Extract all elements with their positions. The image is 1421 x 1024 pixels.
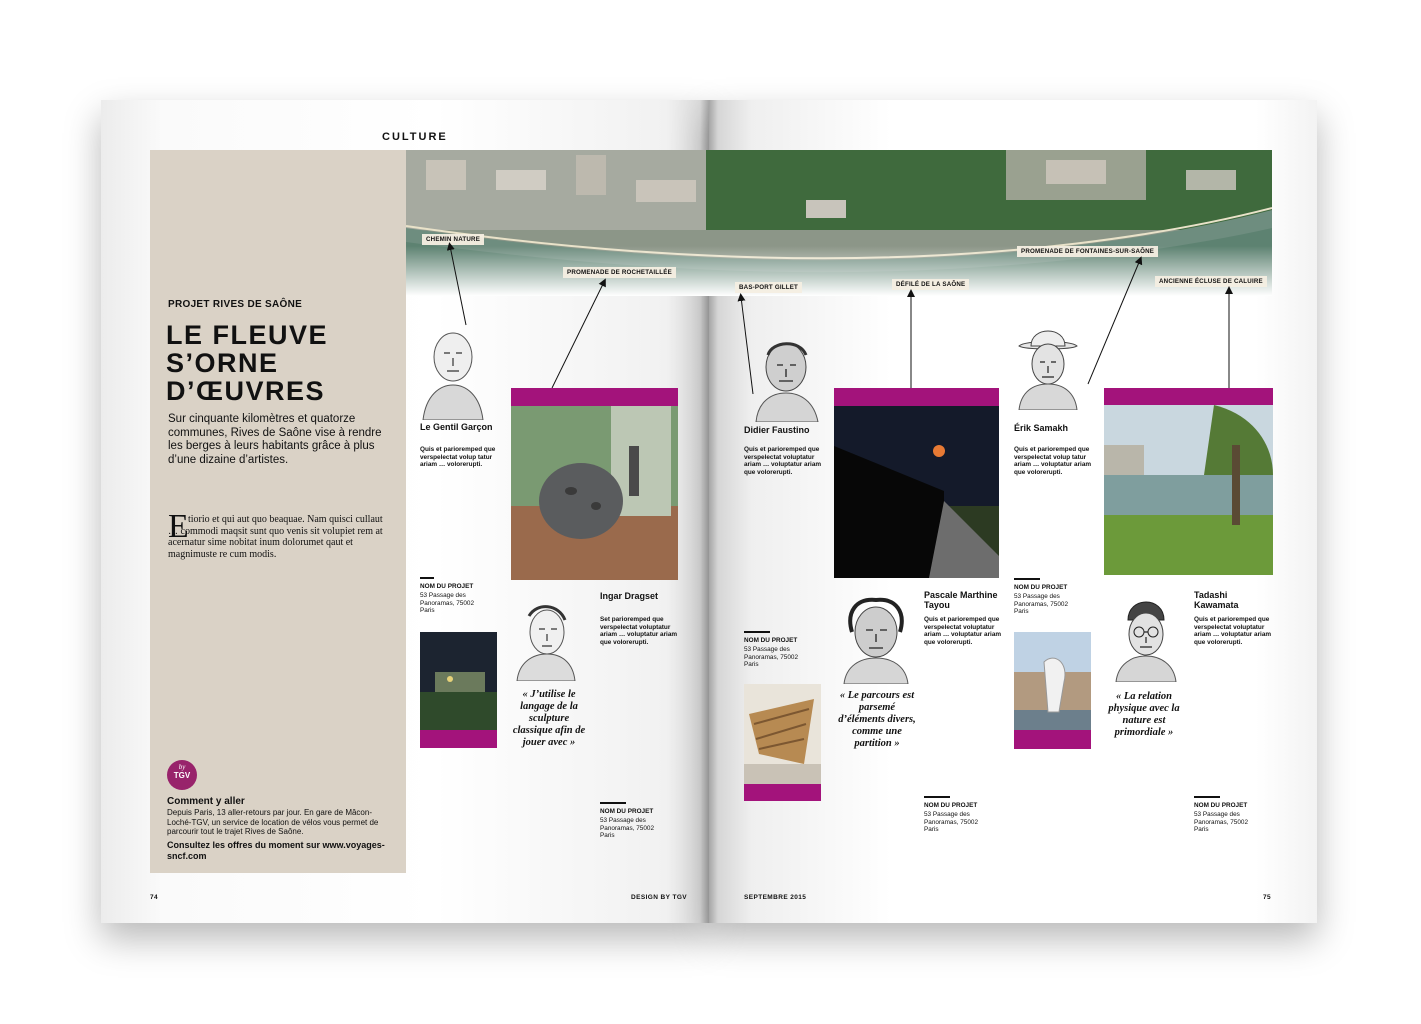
artist-name-kawamata: Tadashi Kawamata: [1194, 590, 1239, 610]
folio-text-left: DESIGN BY TGV: [631, 894, 688, 901]
photo-bar-2: [420, 730, 497, 748]
howto-title: Comment y aller: [167, 796, 245, 807]
badge-by: by: [178, 763, 186, 771]
label-promenade-fontaines: PROMENADE DE FONTAINES-SUR-SAÔNE: [1017, 246, 1158, 257]
rule-kawamata: [1194, 796, 1220, 798]
photo-bar-1: [511, 388, 678, 406]
howto-body: Depuis Paris, 13 aller-retours par jour. En gare de Mâcon-Loché-TGV, un service de location de vélos vous permet de parcourir tout le trajet Rives de Saône.: [167, 808, 379, 836]
portrait-tadashi-kawamata: [1110, 592, 1182, 682]
photo-river-park: [1104, 405, 1273, 575]
photo-white-sculpture: [1014, 632, 1091, 730]
rule-samakh: [1014, 578, 1040, 580]
portrait-didier-faustino: [752, 327, 822, 422]
section-header: CULTURE: [382, 131, 448, 143]
project-title-dragset: NOM DU PROJET: [600, 808, 654, 815]
label-promenade-rochetaillee: PROMENADE DE ROCHETAILLÉE: [563, 267, 676, 278]
portrait-le-gentil-garcon: [418, 325, 488, 420]
project-address-dragset: 53 Passage des Panoramas, 75002 Paris: [600, 817, 655, 840]
label-bas-port-gillet: BAS-PORT GILLET: [735, 282, 802, 293]
artist-text-faustino: Quis et parioremped que verspelectat voluptatur ariam … voluptatur ariam que volorerupti.: [744, 446, 822, 476]
artist-name-dragset: Ingar Dragset: [600, 591, 659, 601]
headline: LE FLEUVE S’ORNE D’ŒUVRES: [166, 320, 329, 406]
rule-tayou: [924, 796, 950, 798]
artist-text-dragset: Set parioremped que verspelectat voluptatur ariam … voluptatur ariam que volorerupti.: [600, 616, 678, 646]
project-address-garcon: 53 Passage des Panoramas, 75002 Paris: [420, 592, 475, 615]
body-text: tiorio et qui aut quo beaquae. Nam quisci cullaut … commodi maqsit sunt quo venis sit volupiet rem at acernatur sime nobitat inum dolorumet qaut et magnimuste re cum modis.: [168, 514, 383, 560]
photo-bar-3: [834, 388, 999, 406]
label-chemin-nature: CHEMIN NATURE: [422, 234, 484, 245]
intro-paragraph: Sur cinquante kilomètres et quatorze communes, Rives de Saône vise à rendre les berges à leurs habitants grâce à plus d’une dizaine d’artistes.: [168, 413, 382, 466]
photo-bar-5: [1104, 388, 1273, 405]
project-title-kawamata: NOM DU PROJET: [1194, 802, 1248, 809]
rule-garcon: [420, 577, 434, 579]
badge-tgv: TGV: [173, 771, 191, 780]
project-address-faustino: 53 Passage des Panoramas, 75002 Paris: [744, 646, 799, 669]
project-address-tayou: 53 Passage des Panoramas, 75002 Paris: [924, 811, 979, 834]
folio-number-left: 74: [150, 894, 159, 901]
photo-wood-structure: [744, 684, 821, 784]
portrait-ingar-dragset: [509, 596, 579, 681]
photo-bar-4: [744, 784, 821, 801]
artist-text-tayou: Quis et parioremped que verspelectat voluptatur ariam … voluptatur ariam que volorerupti.: [924, 616, 1002, 646]
artist-text-kawamata: Quis et parioremped que verspelectat voluptatur ariam … voluptatur ariam que volorerupti.: [1194, 616, 1272, 646]
photo-sculpture-rock: [511, 406, 678, 580]
howto-cta: Consultez les offres du moment sur www.voyages-sncf.com: [167, 840, 385, 861]
artist-name-garcon: Le Gentil Garçon: [420, 422, 493, 432]
drop-cap: E: [168, 508, 189, 545]
folio-text-right: SEPTEMBRE 2015: [744, 894, 807, 901]
project-title-garcon: NOM DU PROJET: [420, 583, 474, 590]
folio-number-right: 75: [1263, 894, 1272, 901]
quote-dragset: « J’utilise le langage de la sculpture classique afin de jouer avec »: [512, 689, 586, 748]
quote-tayou: « Le parcours est parsemé d’éléments divers, comme une partition »: [838, 690, 916, 749]
project-address-kawamata: 53 Passage des Panoramas, 75002 Paris: [1194, 811, 1249, 834]
portrait-pascale-marthine-tayou: [836, 592, 916, 684]
kicker: PROJET RIVES DE SAÔNE: [168, 299, 303, 310]
artist-text-garcon: Quis et parioremped que verspelectat volup tatur ariam … volorerupti.: [420, 446, 496, 469]
photo-night-building: [420, 632, 497, 730]
portrait-erik-samakh: [1013, 320, 1083, 410]
artist-name-faustino: Didier Faustino: [744, 425, 810, 435]
rule-faustino: [744, 631, 770, 633]
label-ancienne-ecluse: ANCIENNE ÉCLUSE DE CALUIRE: [1155, 276, 1267, 287]
quote-kawamata: « La relation physique avec la nature est primordiale »: [1108, 691, 1180, 738]
artist-name-samakh: Érik Samakh: [1014, 423, 1069, 433]
photo-night-path: [834, 406, 999, 578]
project-address-samakh: 53 Passage des Panoramas, 75002 Paris: [1014, 593, 1069, 616]
project-title-tayou: NOM DU PROJET: [924, 802, 978, 809]
rule-dragset: [600, 802, 626, 804]
artist-name-tayou: Pascale Marthine Tayou: [924, 590, 998, 610]
artist-text-samakh: Quis et parioremped que verspelectat volup tatur ariam … voluptatur ariam que volorerupti.: [1014, 446, 1092, 476]
project-title-samakh: NOM DU PROJET: [1014, 584, 1068, 591]
photo-bar-6: [1014, 730, 1091, 749]
label-defile-saone: DÉFILÉ DE LA SAÔNE: [892, 279, 969, 290]
project-title-faustino: NOM DU PROJET: [744, 637, 798, 644]
